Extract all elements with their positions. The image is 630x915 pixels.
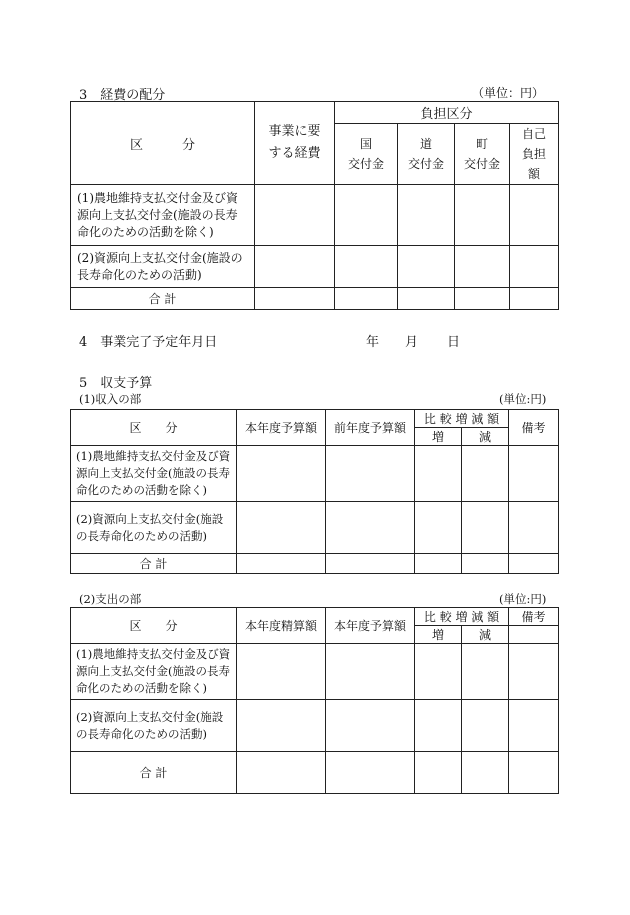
income-subtitle: (1)収入の部: [79, 392, 142, 406]
section3-title: 3 経費の配分: [79, 88, 166, 103]
cell: [509, 446, 559, 502]
table-row-total: [71, 288, 559, 310]
row-label: (1)農地維持支払交付金及び資源向上支払交付金(施設の長寿命化のための活動を除く): [71, 644, 237, 700]
cell: [335, 288, 398, 310]
date-day-label: 日: [447, 335, 461, 350]
expense-unit: (単位:円): [499, 592, 547, 606]
expense-budget-table: [70, 607, 559, 794]
expense-header-diff: 比 較 増 減 額: [415, 608, 509, 626]
row-label: (2)資源向上支払交付金(施設の長寿命化のための活動): [71, 502, 237, 554]
income-header-diff: 比 較 増 減 額: [415, 410, 509, 428]
table-row: [71, 644, 559, 700]
row-label-total: 合 計: [71, 288, 255, 310]
cell: [510, 288, 559, 310]
income-header-note: 備考: [509, 410, 559, 446]
cell: [237, 700, 326, 752]
cell: [398, 288, 455, 310]
cell: [255, 288, 335, 310]
table-row: [71, 446, 559, 502]
table-row: [71, 185, 559, 246]
cell: [415, 752, 462, 794]
cell: [462, 644, 509, 700]
income-unit: (単位:円): [499, 392, 547, 406]
cell: [335, 185, 398, 246]
cell: [510, 185, 559, 246]
cell: [326, 700, 415, 752]
cell: [462, 502, 509, 554]
header-cost: 事業に要 する経費: [255, 102, 335, 185]
table-row-total: [71, 752, 559, 794]
cell: [510, 246, 559, 288]
table-row: [71, 700, 559, 752]
cell: [462, 554, 509, 574]
table-row: [71, 502, 559, 554]
cell: [237, 502, 326, 554]
income-header-previous: 前年度予算額: [326, 410, 415, 446]
header-self: 自己 負担 額: [510, 124, 559, 185]
cell: [398, 246, 455, 288]
expense-header-inc: 増: [415, 626, 462, 644]
header-town: 町 交付金: [455, 124, 510, 185]
header-country: 国 交付金: [335, 124, 398, 185]
row-label: (1)農地維持支払交付金及び資源向上支払交付金(施設の長寿命化のための活動を除く): [71, 446, 237, 502]
section4-title: 4 事業完了予定年月日: [79, 335, 218, 350]
expense-header-note: 備考: [509, 608, 559, 626]
income-header-current: 本年度予算額: [237, 410, 326, 446]
cell: [255, 246, 335, 288]
row-label-total: 合 計: [71, 752, 237, 794]
cell: [462, 752, 509, 794]
cell: [398, 185, 455, 246]
income-header-inc: 増: [415, 428, 462, 446]
expense-allocation-table: [70, 101, 559, 310]
cell: [415, 644, 462, 700]
income-header-dec: 減: [462, 428, 509, 446]
cell: [462, 700, 509, 752]
expense-header-previous: 本年度予算額: [326, 608, 415, 644]
cell: [462, 446, 509, 502]
cell: [237, 554, 326, 574]
cell: [509, 644, 559, 700]
cell: [509, 700, 559, 752]
cell: [255, 185, 335, 246]
cell: [237, 644, 326, 700]
cell: [509, 502, 559, 554]
expense-header-current: 本年度精算額: [237, 608, 326, 644]
row-label-total: 合 計: [71, 554, 237, 574]
cell: [326, 752, 415, 794]
row-label: (2)資源向上支払交付金(施設の長寿命化のための活動): [71, 246, 255, 288]
cell: [326, 644, 415, 700]
cell: [335, 246, 398, 288]
expense-header-dec: 減: [462, 626, 509, 644]
header-burden: 負担区分: [335, 102, 559, 124]
cell: [455, 288, 510, 310]
row-label: (1)農地維持支払交付金及び資源向上支払交付金(施設の長寿命化のための活動を除く): [71, 185, 255, 246]
cell: [237, 752, 326, 794]
cell: [415, 700, 462, 752]
cell: [326, 502, 415, 554]
cell: [509, 626, 559, 644]
section3-unit: （単位：円）: [472, 86, 545, 100]
cell: [509, 752, 559, 794]
row-label: (2)資源向上支払交付金(施設の長寿命化のための活動): [71, 700, 237, 752]
date-year-label: 年: [366, 335, 380, 350]
cell: [455, 246, 510, 288]
cell: [455, 185, 510, 246]
section5-title: 5 収支予算: [79, 376, 153, 391]
expense-subtitle: (2)支出の部: [79, 592, 142, 606]
income-header-kubun: 区 分: [71, 410, 237, 446]
expense-header-kubun: 区 分: [71, 608, 237, 644]
header-kubun: 区 分: [71, 102, 255, 185]
cell: [326, 446, 415, 502]
cell: [326, 554, 415, 574]
table-row: [71, 246, 559, 288]
header-prefecture: 道 交付金: [398, 124, 455, 185]
cell: [415, 554, 462, 574]
cell: [415, 502, 462, 554]
cell: [509, 554, 559, 574]
cell: [415, 446, 462, 502]
cell: [237, 446, 326, 502]
date-month-label: 月: [405, 335, 419, 350]
income-budget-table: [70, 409, 559, 574]
table-row-total: [71, 554, 559, 574]
